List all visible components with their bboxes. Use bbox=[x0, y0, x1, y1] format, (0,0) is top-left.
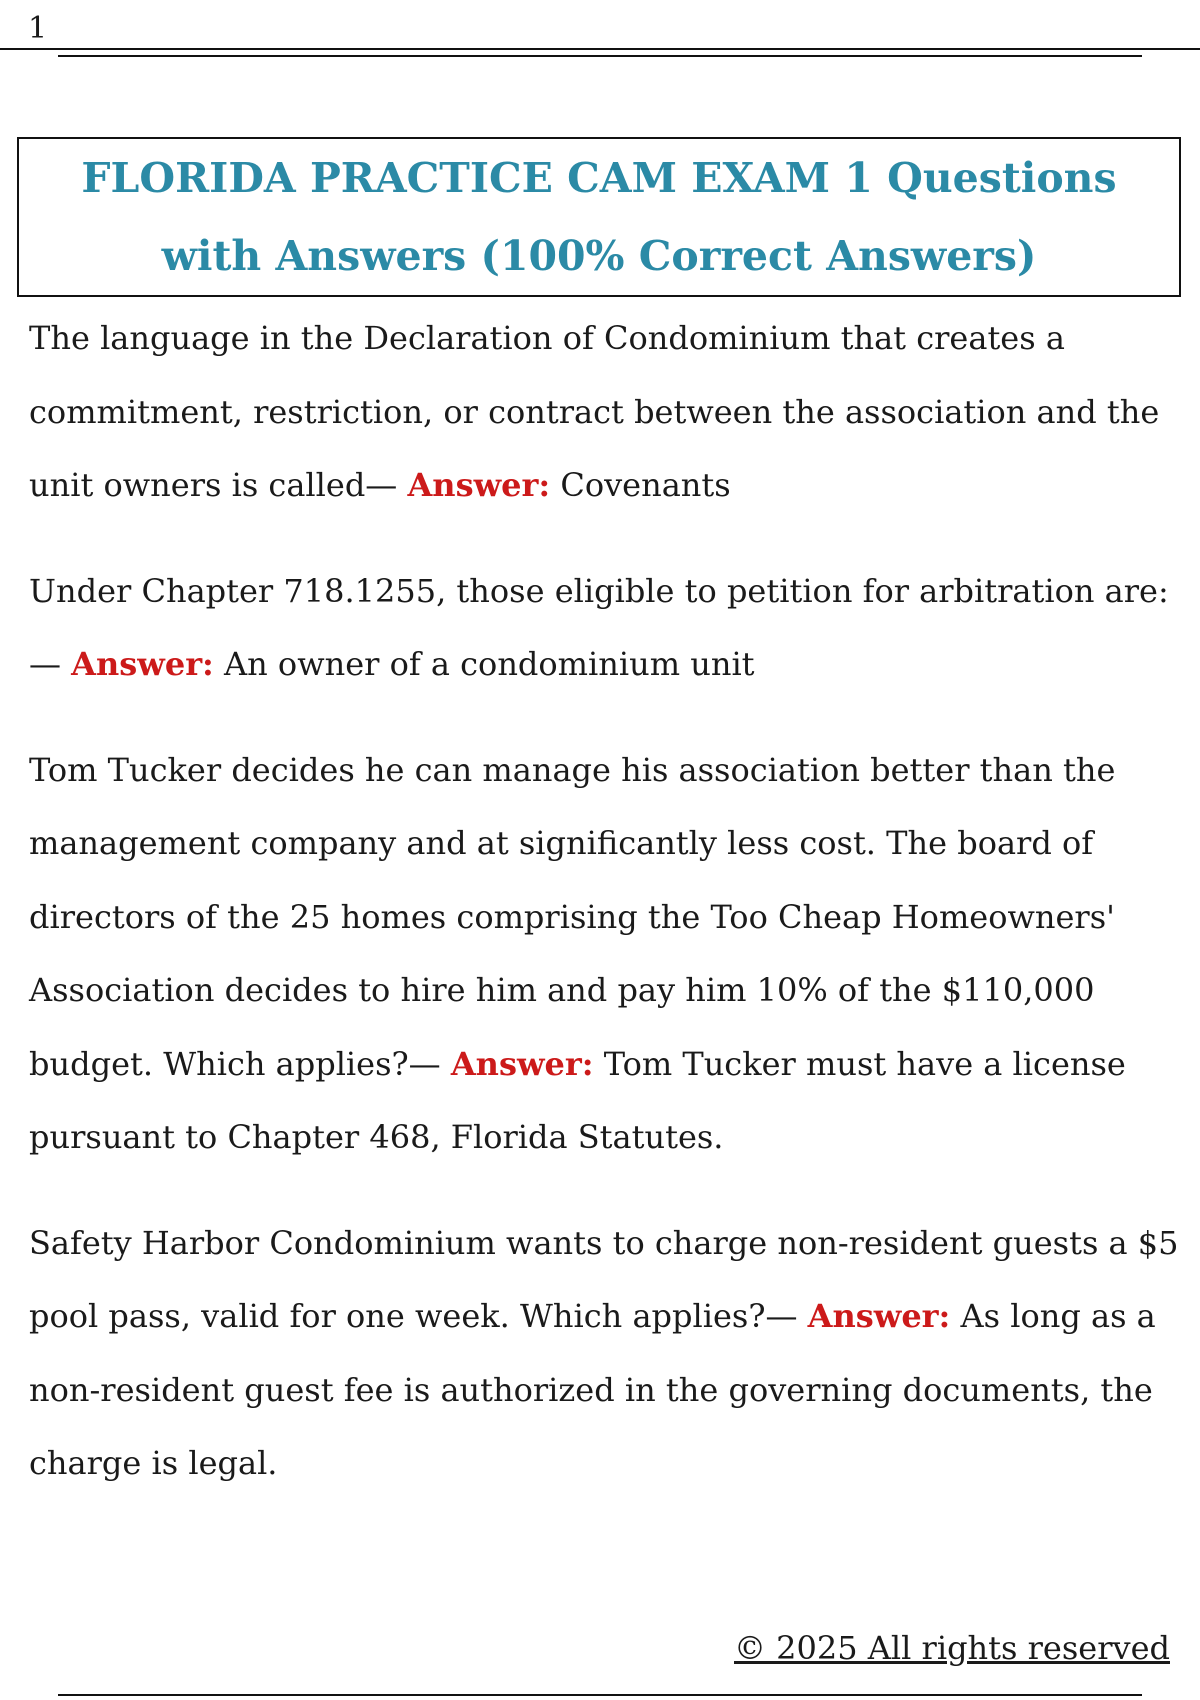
copyright-notice: © 2025 All rights reserved bbox=[734, 1629, 1170, 1667]
answer-label: Answer: bbox=[71, 645, 214, 683]
qa-item bbox=[29, 1207, 1179, 1501]
page-number: 1 bbox=[28, 11, 48, 46]
title-box bbox=[17, 137, 1181, 297]
qa-item bbox=[29, 555, 1179, 702]
header-rule-top bbox=[0, 48, 1200, 50]
qa-item bbox=[29, 302, 1179, 523]
header-rule-bottom bbox=[58, 55, 1142, 57]
answer-text: An owner of a condominium unit bbox=[224, 645, 755, 683]
question-text: Under Chapter 718.1255, those eligible to petition for arbitration are:— bbox=[29, 571, 1169, 683]
qa-item bbox=[29, 734, 1179, 1175]
answer-label: Answer: bbox=[807, 1297, 951, 1335]
answer-text: As long as a non-resident guest fee is authorized in the governing documents, the charge is legal. bbox=[29, 1297, 1156, 1482]
question-text: Tom Tucker decides he can manage his association better than the management company and at significantly less cost. The board of directors of the 25 homes comprising the Too Cheap Homeowners' Association decides to hire him and pay him 10% of the $110,000 budget. Which applies?— bbox=[29, 750, 1116, 1083]
answer-label: Answer: bbox=[450, 1044, 594, 1083]
answer-text: Tom Tucker must have a license pursuant to Chapter 468, Florida Statutes. bbox=[29, 1044, 1126, 1156]
question-text: The language in the Declaration of Condominium that creates a commitment, restriction, or contract between the association and the unit owners is called— bbox=[29, 319, 1160, 504]
document-title: FLORIDA PRACTICE CAM EXAM 1 Questions with Answers (100% Correct Answers) bbox=[81, 154, 1117, 280]
answer-text: Covenants bbox=[560, 466, 731, 504]
answer-label: Answer: bbox=[407, 466, 551, 504]
footer-rule bbox=[58, 1694, 1142, 1696]
question-text: Safety Harbor Condominium wants to charge non-resident guests a $5 pool pass, valid for one week. Which applies?— bbox=[29, 1223, 1179, 1335]
qa-list bbox=[29, 302, 1179, 1533]
